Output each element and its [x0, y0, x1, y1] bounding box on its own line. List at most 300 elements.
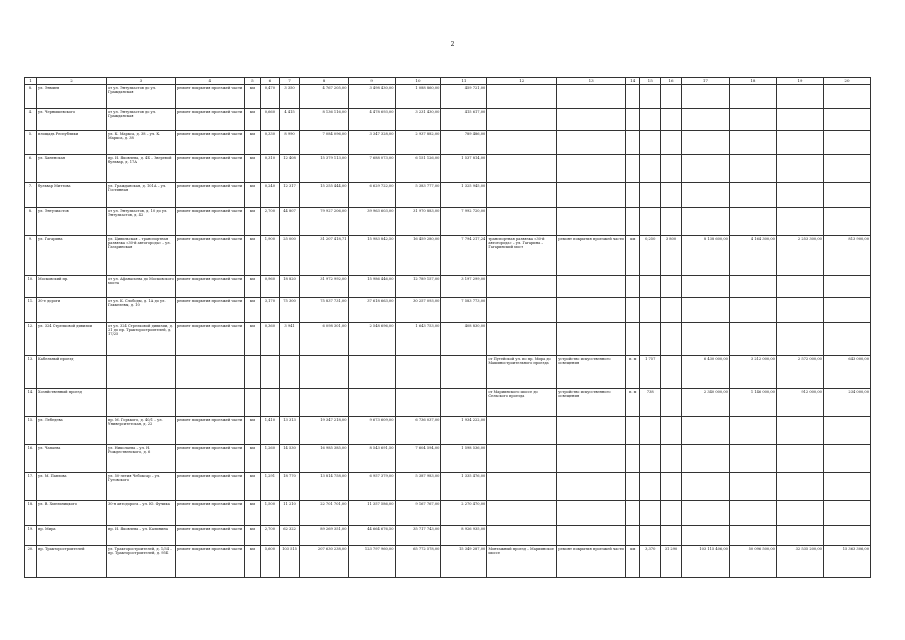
table-row: [25, 155, 871, 183]
table-cell: 15.: [25, 417, 37, 445]
table-cell: [640, 276, 661, 298]
table-cell: [640, 155, 661, 183]
table-body: [25, 78, 871, 578]
column-number: 18: [729, 78, 776, 85]
table-cell: [175, 356, 244, 389]
table-cell: 62 322: [279, 526, 300, 546]
table-cell: км: [244, 276, 260, 298]
table-cell: ремонт покрытия проезжей части: [557, 236, 626, 276]
table-cell: 2 270 470,00: [441, 501, 487, 526]
table-cell: км: [244, 109, 260, 131]
table-cell: 408 830,00: [441, 323, 487, 356]
table-cell: 16 459 280,00: [395, 236, 441, 276]
table-cell: [729, 183, 776, 208]
table-cell: от ул. Энтузиастов до ул. Гражданская: [106, 109, 175, 131]
table-cell: [661, 356, 682, 389]
table-cell: [626, 417, 640, 445]
table-cell: [300, 389, 348, 417]
table-cell: ремонт покрытия проезжей части: [175, 85, 244, 109]
table-cell: 1 934 222,00: [441, 417, 487, 445]
table-cell: км: [244, 236, 260, 276]
table-row: [25, 276, 871, 298]
table-cell: [661, 473, 682, 501]
table-cell: [681, 131, 729, 155]
table-cell: 8.: [25, 208, 37, 236]
table-cell: 8 926 935,00: [441, 526, 487, 546]
table-cell: 39 963 603,00: [348, 208, 395, 236]
table-cell: [626, 276, 640, 298]
table-cell: ул. М. Павлова: [37, 473, 107, 501]
table-cell: [557, 183, 626, 208]
table-cell: 19.: [25, 526, 37, 546]
table-cell: [823, 417, 870, 445]
table-cell: [106, 389, 175, 417]
table-cell: [823, 501, 870, 526]
column-number: 19: [776, 78, 823, 85]
table-cell: [261, 389, 280, 417]
table-cell: 5,600: [261, 546, 280, 578]
table-cell: [557, 445, 626, 473]
table-cell: [487, 323, 557, 356]
table-cell: 1 325 945,00: [441, 183, 487, 208]
table-cell: [661, 445, 682, 473]
table-cell: 1,291: [261, 473, 280, 501]
table-cell: 2 572 000,00: [776, 356, 823, 389]
table-cell: км: [626, 236, 640, 276]
table-cell: 50 096 500,00: [729, 546, 776, 578]
table-cell: 1 088 860,00: [395, 85, 441, 109]
table-cell: [626, 85, 640, 109]
table-cell: 1 537 814,00: [441, 155, 487, 183]
table-cell: [261, 356, 280, 389]
table-cell: 8 138 600,00: [681, 236, 729, 276]
table-cell: 3 347 328,00: [348, 131, 395, 155]
table-cell: [661, 323, 682, 356]
table-cell: [823, 109, 870, 131]
table-cell: [823, 526, 870, 546]
table-cell: ремонт покрытия проезжей части: [175, 131, 244, 155]
table-cell: 1,500: [261, 501, 280, 526]
table-cell: 44 807: [279, 208, 300, 236]
table-cell: устройство искусственного освещения: [557, 389, 626, 417]
table-cell: 7 084 096,00: [300, 131, 348, 155]
table-row: [25, 473, 871, 501]
table-row: [25, 236, 871, 276]
table-cell: [279, 389, 300, 417]
table-cell: ул. Энтузиастов: [37, 208, 107, 236]
table-cell: ремонт покрытия проезжей части: [175, 183, 244, 208]
table-cell: [823, 298, 870, 323]
table-cell: [661, 85, 682, 109]
table-cell: 11 210: [279, 501, 300, 526]
table-row: [25, 298, 871, 323]
table-cell: 4 767 205,00: [300, 85, 348, 109]
table-cell: [244, 356, 260, 389]
table-cell: [661, 501, 682, 526]
table-cell: 31 972 992,00: [300, 276, 348, 298]
table-cell: [729, 208, 776, 236]
table-cell: 9 167 767,00: [395, 501, 441, 526]
table-cell: [729, 109, 776, 131]
table-cell: 7.: [25, 183, 37, 208]
column-number: 10: [395, 78, 441, 85]
table-cell: [823, 155, 870, 183]
table-cell: 11.: [25, 298, 37, 323]
table-cell: 6.: [25, 155, 37, 183]
table-cell: 1 757: [640, 356, 661, 389]
table-cell: [175, 389, 244, 417]
table-cell: [487, 473, 557, 501]
table-cell: [487, 131, 557, 155]
table-cell: км: [244, 526, 260, 546]
table-cell: [640, 445, 661, 473]
table-cell: 4 478 693,00: [348, 109, 395, 131]
table-row: [25, 131, 871, 155]
table-cell: км: [244, 131, 260, 155]
table-cell: ремонт покрытия проезжей части: [175, 526, 244, 546]
table-cell: 12 789 157,00: [395, 276, 441, 298]
table-cell: [487, 526, 557, 546]
table-cell: 123 797 960,00: [348, 546, 395, 578]
table-cell: 3 231 430,00: [395, 109, 441, 131]
table-cell: 11 357 586,00: [348, 501, 395, 526]
table-cell: ремонт покрытия проезжей части: [175, 276, 244, 298]
table-cell: ул. Лебедева: [37, 417, 107, 445]
table-cell: 5 387 983,00: [395, 473, 441, 501]
table-cell: ремонт покрытия проезжей части: [175, 298, 244, 323]
table-cell: [626, 109, 640, 131]
table-cell: [776, 445, 823, 473]
table-cell: 1,410: [261, 417, 280, 445]
table-cell: [729, 323, 776, 356]
table-cell: 65 772 578,00: [395, 546, 441, 578]
table-cell: от ул. К. Слободы, д. 1А до ул. Гаккелевы, д. 10: [106, 298, 175, 323]
table-cell: п. м: [626, 356, 640, 389]
table-cell: от ул. Энтузиастов, д. 10 до ул. Энтузиастов, д. 42: [106, 208, 175, 236]
table-cell: 6 629 722,00: [348, 183, 395, 208]
table-cell: 8 990: [279, 131, 300, 155]
table-cell: 2,700: [261, 208, 280, 236]
table-cell: ул. Энмиев: [37, 85, 107, 109]
table-cell: км: [244, 298, 260, 323]
table-cell: ул. Гагарина: [37, 236, 107, 276]
table-cell: 459 721,00: [441, 85, 487, 109]
table-cell: 10.: [25, 276, 37, 298]
table-cell: 789 486,00: [441, 131, 487, 155]
table-cell: 7 688 073,00: [348, 155, 395, 183]
table-cell: [776, 109, 823, 131]
table-cell: ул. Ханенская: [37, 155, 107, 183]
table-cell: 18 820: [279, 276, 300, 298]
table-cell: Хозяйственный проезд: [37, 389, 107, 417]
table-cell: [441, 389, 487, 417]
table-cell: 2,700: [261, 526, 280, 546]
table-cell: 0,310: [261, 155, 280, 183]
column-number: 3: [106, 78, 175, 85]
table-cell: [557, 298, 626, 323]
table-cell: [776, 131, 823, 155]
table-cell: пр. Тракторостроителей: [37, 546, 107, 578]
table-cell: 0,330: [261, 131, 280, 155]
table-cell: 0,660: [261, 109, 280, 131]
table-cell: [487, 85, 557, 109]
table-cell: 31 207 418,71: [300, 236, 348, 276]
table-cell: 415 617,00: [441, 109, 487, 131]
column-number: 15: [640, 78, 661, 85]
table-cell: [681, 417, 729, 445]
table-cell: [729, 473, 776, 501]
table-row: [25, 183, 871, 208]
table-cell: [626, 298, 640, 323]
column-number: 20: [823, 78, 870, 85]
table-cell: [823, 208, 870, 236]
table-cell: ул. Гражданская, д. 101А – ул. Гостинная: [106, 183, 175, 208]
table-cell: ул. К. Маркса, д. 38 – ул. К. Маркса, д. 38: [106, 131, 175, 155]
table-row: [25, 417, 871, 445]
table-cell: км: [244, 85, 260, 109]
column-number: 12: [487, 78, 557, 85]
table-cell: [441, 356, 487, 389]
table-cell: 75 300: [279, 298, 300, 323]
table-cell: [823, 323, 870, 356]
table-cell: [681, 445, 729, 473]
table-cell: [279, 356, 300, 389]
table-cell: 813 900,00: [823, 236, 870, 276]
table-cell: [661, 183, 682, 208]
table-cell: [729, 131, 776, 155]
table-cell: [640, 85, 661, 109]
table-cell: 8 543 691,50: [348, 445, 395, 473]
table-row: [25, 526, 871, 546]
table-cell: 3 197 299,00: [441, 276, 487, 298]
table-cell: 4.: [25, 109, 37, 131]
table-cell: 103 115 406,00: [681, 546, 729, 578]
table-cell: [557, 131, 626, 155]
table-cell: [487, 276, 557, 298]
table-cell: [348, 389, 395, 417]
table-cell: [681, 109, 729, 131]
column-number: 11: [441, 78, 487, 85]
table-cell: 5.: [25, 131, 37, 155]
table-cell: 18 770: [279, 473, 300, 501]
table-cell: [661, 276, 682, 298]
table-cell: 16.: [25, 445, 37, 473]
table-cell: км: [244, 473, 260, 501]
table-cell: 0,240: [261, 183, 280, 208]
table-cell: 7 794 217,24: [441, 236, 487, 276]
table-cell: ул. Николаева – ул. Н. Рождественского, д. 6: [106, 445, 175, 473]
table-cell: Монтажный проезд – Мариинское шоссе: [487, 546, 557, 578]
table-cell: км: [244, 323, 260, 356]
table-row: [25, 323, 871, 356]
table-cell: 31 290: [661, 546, 682, 578]
table-cell: [681, 85, 729, 109]
table-cell: 17.: [25, 473, 37, 501]
table-cell: 3 498 430,00: [348, 85, 395, 109]
table-cell: от ул. 324 Стрелковой дивизии, д. 21 до пр. Тракторостроителей, д. 17/25: [106, 323, 175, 356]
table-cell: 3 941: [279, 323, 300, 356]
table-cell: 7 992 720,00: [441, 208, 487, 236]
table-cell: [729, 155, 776, 183]
table-cell: 3,170: [261, 298, 280, 323]
table-row: [25, 109, 871, 131]
table-cell: 44 664 676,50: [348, 526, 395, 546]
column-number: 2: [37, 78, 107, 85]
table-cell: пр. М. Горького, д. 40/1 – ул. Университетская, д. 22: [106, 417, 175, 445]
table-cell: [626, 501, 640, 526]
table-row: [25, 546, 871, 578]
table-cell: ул. В. Хмельницкого: [37, 501, 107, 526]
table-cell: 22 701 701,00: [300, 501, 348, 526]
table-cell: [557, 417, 626, 445]
table-cell: [776, 526, 823, 546]
column-number: 14: [626, 78, 640, 85]
table-cell: 0,360: [261, 323, 280, 356]
table-cell: км: [626, 546, 640, 578]
table-cell: [661, 155, 682, 183]
table-cell: [640, 298, 661, 323]
table-cell: 1,260: [261, 445, 280, 473]
table-cell: [626, 208, 640, 236]
table-cell: [106, 356, 175, 389]
table-cell: 4 164 300,00: [729, 236, 776, 276]
page-number: 2: [450, 41, 455, 48]
table-cell: 1 643 753,00: [395, 323, 441, 356]
table-cell: транспортная развязка «30-й автогорода» – ул. Гагарина – Гагаринский мост: [487, 236, 557, 276]
table-cell: ул. Цивильская – транспортная развязка «30-й автогорода» – ул. Гагаринская: [106, 236, 175, 276]
table-cell: 15 363 306,00: [823, 546, 870, 578]
table-cell: [487, 208, 557, 236]
table-cell: ремонт покрытия проезжей части: [175, 445, 244, 473]
table-cell: [661, 389, 682, 417]
table-cell: 207 630 238,00: [300, 546, 348, 578]
table-cell: [729, 276, 776, 298]
table-cell: [681, 183, 729, 208]
table-cell: ул. Тракторостроителей, д. 1/34 – пр. Тракторостроителей, д. 95Б: [106, 546, 175, 578]
table-cell: [776, 276, 823, 298]
table-cell: 1,900: [261, 236, 280, 276]
table-cell: [729, 298, 776, 323]
table-cell: 4 415: [279, 109, 300, 131]
table-cell: от ул. Энтузиастов до ул. Гражданская: [106, 85, 175, 109]
table-cell: 6 098 301,00: [300, 323, 348, 356]
table-cell: [776, 183, 823, 208]
table-cell: [681, 208, 729, 236]
table-cell: 2 937 882,00: [395, 131, 441, 155]
table-cell: 15 983 842,50: [348, 236, 395, 276]
table-cell: [681, 473, 729, 501]
table-cell: [640, 323, 661, 356]
table-cell: [729, 501, 776, 526]
table-cell: [557, 109, 626, 131]
table-row: [25, 356, 871, 389]
table-cell: 89 269 351,00: [300, 526, 348, 546]
table-cell: 0,250: [640, 236, 661, 276]
table-cell: 643 000,00: [823, 356, 870, 389]
table-cell: 1 146 000,00: [729, 389, 776, 417]
table-cell: 13 313: [279, 417, 300, 445]
table-cell: [640, 417, 661, 445]
table-cell: 15 349 287,00: [441, 546, 487, 578]
table-cell: 8 136 116,00: [300, 109, 348, 131]
table-cell: ремонт покрытия проезжей части: [175, 417, 244, 445]
table-cell: [557, 208, 626, 236]
table-cell: км: [244, 501, 260, 526]
table-cell: Кабельный проезд: [37, 356, 107, 389]
table-cell: [487, 501, 557, 526]
table-cell: устройство искусственного освещения: [557, 356, 626, 389]
table-cell: 13.: [25, 356, 37, 389]
table-cell: 738: [640, 389, 661, 417]
table-cell: 5 383 777,00: [395, 183, 441, 208]
table-cell: [776, 85, 823, 109]
table-cell: [487, 109, 557, 131]
table-cell: 37 618 663,00: [348, 298, 395, 323]
table-cell: [557, 473, 626, 501]
table-cell: 16 985 385,00: [300, 445, 348, 473]
table-cell: Московский пр.: [37, 276, 107, 298]
table-cell: [661, 298, 682, 323]
table-cell: 2 548 696,00: [348, 323, 395, 356]
table-cell: пр. И. Яковлева, д. 4Б – Зверевой бульвар, д. 17А: [106, 155, 175, 183]
table-cell: 14 530: [279, 445, 300, 473]
table-cell: [729, 526, 776, 546]
table-cell: [661, 109, 682, 131]
table-cell: [661, 526, 682, 546]
table-cell: [640, 526, 661, 546]
table-cell: ремонт покрытия проезжей части: [175, 208, 244, 236]
table-cell: 3,370: [640, 546, 661, 578]
column-number: 6: [261, 78, 280, 85]
table-cell: [487, 183, 557, 208]
table-cell: 103 515: [279, 546, 300, 578]
table-cell: 3 800: [661, 236, 682, 276]
table-cell: 12.: [25, 323, 37, 356]
table-cell: [823, 85, 870, 109]
table-cell: 6 957 379,00: [348, 473, 395, 501]
table-cell: [823, 131, 870, 155]
table-cell: [681, 501, 729, 526]
table-cell: [487, 298, 557, 323]
column-number: 5: [244, 78, 260, 85]
table-cell: 19 347 218,00: [300, 417, 348, 445]
table-cell: [681, 526, 729, 546]
table-cell: 3 212 000,00: [729, 356, 776, 389]
table-cell: 0,960: [261, 276, 280, 298]
table-cell: [626, 131, 640, 155]
column-number: 13: [557, 78, 626, 85]
table-cell: [626, 323, 640, 356]
table-cell: [776, 298, 823, 323]
column-number: 4: [175, 78, 244, 85]
table-cell: пр. Мира: [37, 526, 107, 546]
table-cell: [640, 183, 661, 208]
table-cell: от Путейской ул. по пр. Мира до Машиностроительного проезда: [487, 356, 557, 389]
table-cell: ремонт покрытия проезжей части: [175, 473, 244, 501]
table-cell: км: [244, 208, 260, 236]
column-number: 9: [348, 78, 395, 85]
table-cell: 7 583 773,00: [441, 298, 487, 323]
table-cell: км: [244, 445, 260, 473]
table-cell: [729, 85, 776, 109]
table-cell: км: [244, 183, 260, 208]
table-cell: [640, 109, 661, 131]
table-cell: [776, 501, 823, 526]
table-cell: 15 986 446,00: [348, 276, 395, 298]
table-cell: [557, 276, 626, 298]
table-cell: 8.: [25, 85, 37, 109]
table-row: [25, 501, 871, 526]
